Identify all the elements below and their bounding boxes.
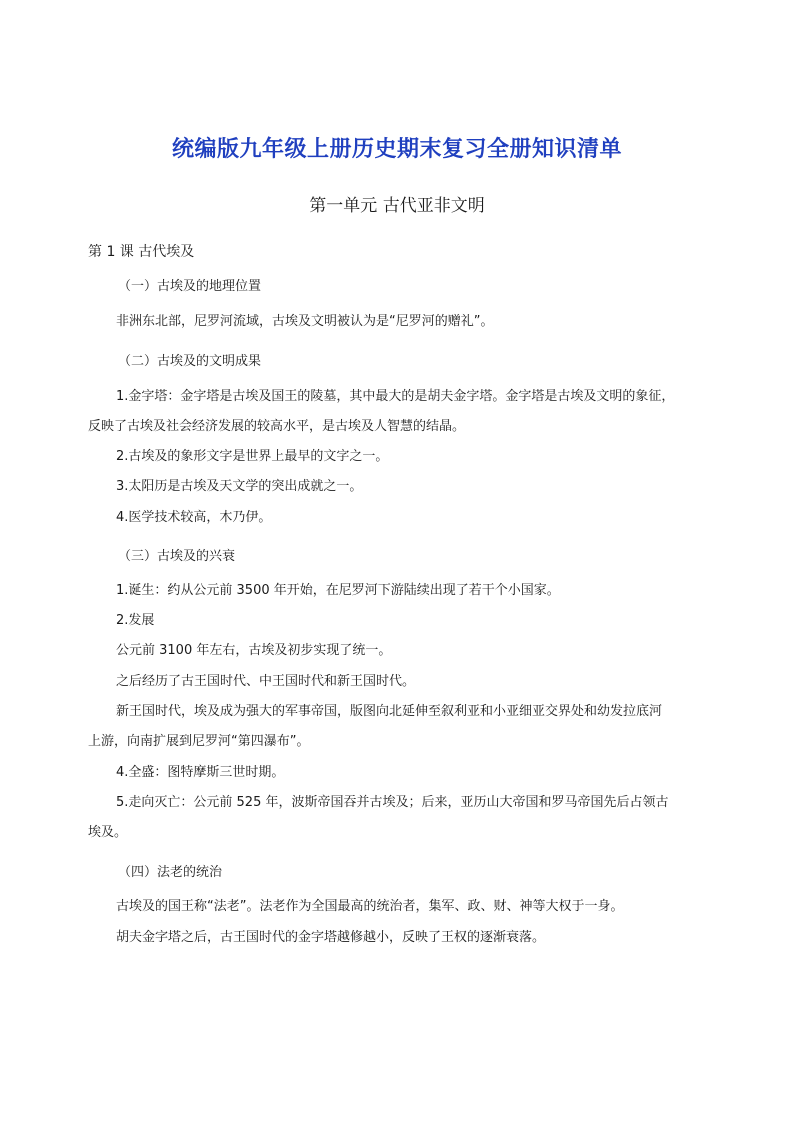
lesson-title: 第 1 课 古代埃及 — [88, 244, 195, 260]
section-heading: （三）古埃及的兴衰 — [118, 549, 236, 564]
paragraph-line: 4.医学技术较高，木乃伊。 — [116, 510, 272, 525]
paragraph-line: 1.诞生：约从公元前 3500 年开始，在尼罗河下游陆续出现了若干个小国家。 — [116, 583, 560, 598]
section-heading: （一）古埃及的地理位置 — [118, 279, 262, 294]
paragraph-line: 3.太阳历是古埃及天文学的突出成就之一。 — [116, 479, 363, 494]
section-heading: （四）法老的统治 — [118, 865, 223, 880]
section-heading: （二）古埃及的文明成果 — [118, 354, 262, 369]
paragraph-line: 5.走向灭亡：公元前 525 年，波斯帝国吞并古埃及；后来，亚历山大帝国和罗马帝国先后占领古 — [116, 795, 669, 810]
paragraph-line: 反映了古埃及社会经济发展的较高水平，是古埃及人智慧的结晶。 — [88, 419, 466, 434]
paragraph-line: 胡夫金字塔之后，古王国时代的金字塔越修越小，反映了王权的逐渐衰落。 — [116, 930, 546, 945]
paragraph-line: 1.金字塔：金字塔是古埃及国王的陵墓，其中最大的是胡夫金字塔。金字塔是古埃及文明的象征， — [116, 389, 675, 404]
paragraph-line: 古埃及的国王称“法老”。法老作为全国最高的统治者，集军、政、财、神等大权于一身。 — [116, 899, 624, 914]
paragraph-line: 上游，向南扩展到尼罗河“第四瀑布”。 — [88, 734, 310, 749]
paragraph-line: 之后经历了古王国时代、中王国时代和新王国时代。 — [116, 674, 416, 689]
paragraph-line: 2.发展 — [116, 613, 155, 628]
paragraph-line: 埃及。 — [88, 825, 128, 840]
paragraph-line: 公元前 3100 年左右，古埃及初步实现了统一。 — [116, 643, 392, 658]
document-title: 统编版九年级上册历史期末复习全册知识清单 — [171, 137, 622, 162]
unit-title: 第一单元 古代亚非文明 — [309, 196, 485, 216]
paragraph-line: 非洲东北部，尼罗河流域，古埃及文明被认为是“尼罗河的赠礼”。 — [116, 314, 494, 329]
paragraph-line: 2.古埃及的象形文字是世界上最早的文字之一。 — [116, 449, 389, 464]
paragraph-line: 4.全盛：图特摩斯三世时期。 — [116, 765, 285, 780]
paragraph-line: 新王国时代，埃及成为强大的军事帝国，版图向北延伸至叙利亚和小亚细亚交界处和幼发拉底河 — [116, 704, 663, 719]
